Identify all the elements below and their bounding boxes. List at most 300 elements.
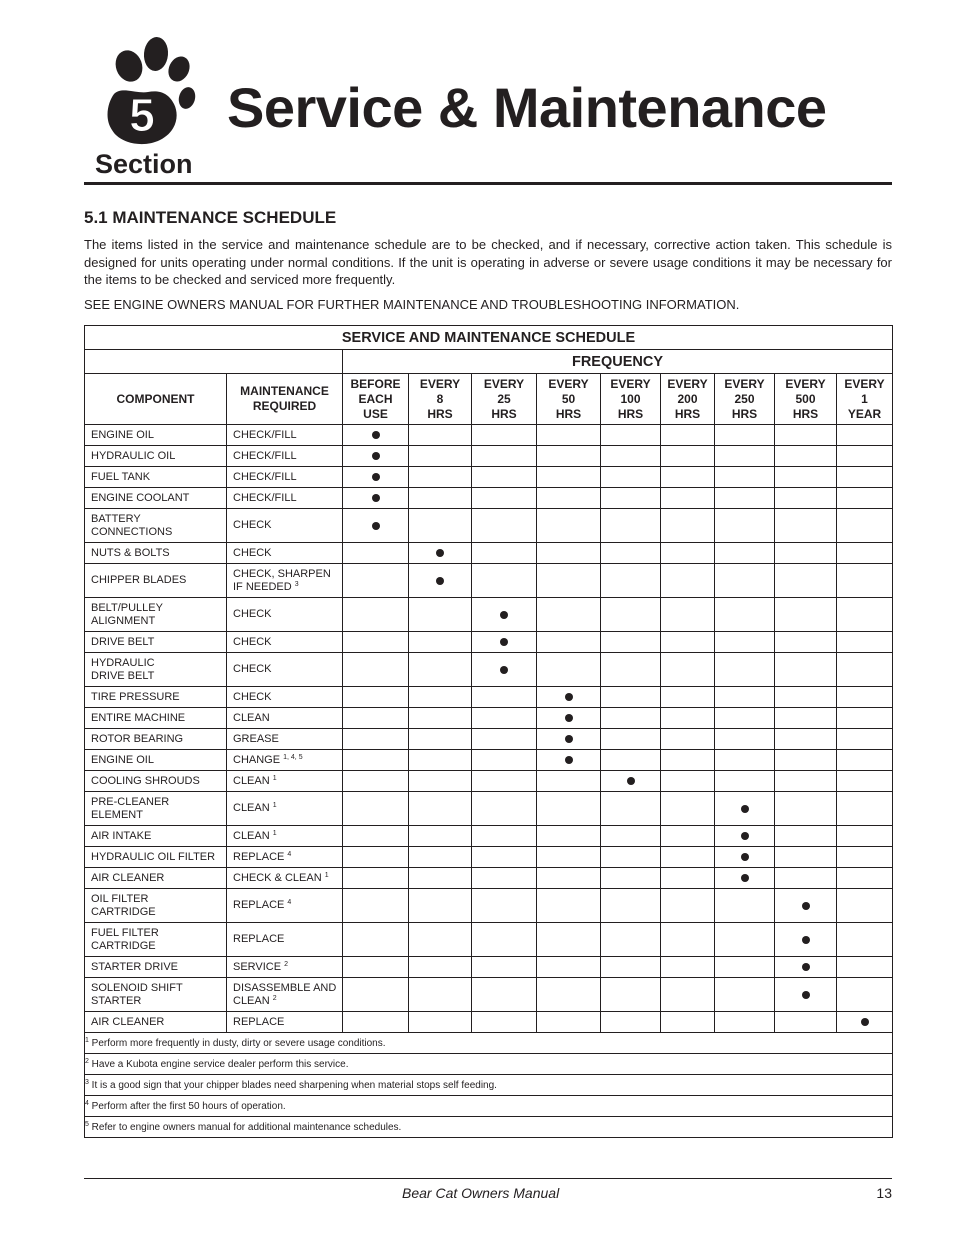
frequency-cell (837, 978, 893, 1012)
table-row (85, 750, 893, 771)
header-divider (84, 182, 892, 185)
frequency-cell (775, 826, 837, 847)
footnote-body: Refer to engine owners manual for additional maintenance schedules. (88, 1121, 402, 1133)
frequency-cell (775, 889, 837, 923)
frequency-cell (409, 467, 472, 488)
frequency-cell (775, 488, 837, 509)
frequency-cell (775, 1012, 837, 1033)
frequency-column-header (409, 374, 472, 425)
frequency-cell (537, 957, 601, 978)
frequency-column-header (472, 374, 537, 425)
text-line: ALIGNMENT (91, 614, 156, 627)
frequency-cell (837, 543, 893, 564)
maintenance-cell (227, 868, 343, 889)
text-line: EVERY (844, 376, 885, 391)
frequency-cell (601, 889, 661, 923)
frequency-cell (343, 488, 409, 509)
frequency-cell (343, 847, 409, 868)
text-line: CONNECTIONS (91, 525, 173, 538)
table-row (85, 868, 893, 889)
text-line: NUTS & BOLTS (91, 546, 170, 559)
frequency-cell (775, 653, 837, 687)
text-line: HRS (555, 406, 582, 421)
frequency-cell (409, 1012, 472, 1033)
text-line: DISASSEMBLE AND (233, 981, 337, 994)
section-label: Section (95, 149, 193, 179)
frequency-cell (537, 750, 601, 771)
frequency-cell (601, 598, 661, 632)
maintenance-cell (227, 708, 343, 729)
frequency-cell (775, 687, 837, 708)
section-number: 5 (129, 89, 155, 141)
frequency-cell (343, 509, 409, 543)
frequency-cell (775, 467, 837, 488)
frequency-cell (343, 467, 409, 488)
text-line: EVERY (610, 376, 651, 391)
frequency-cell (472, 923, 537, 957)
footnote-text (85, 1033, 893, 1054)
frequency-cell (601, 729, 661, 750)
frequency-cell (661, 543, 715, 564)
intro-paragraph: The items listed in the service and maintenance schedule are to be checked, and if necessary, corrective action taken. This schedule is designed for units operating under normal conditions. If the unit is operating in adverse or severe usage conditions it may be necessary for the items to be checked and serviced more frequently. (84, 237, 892, 287)
frequency-cell (343, 826, 409, 847)
frequency-cell (601, 771, 661, 792)
text-line: SERVICE (233, 960, 282, 973)
schedule-dot-icon (372, 473, 380, 481)
footnote-mark: 3 (85, 1078, 89, 1086)
component-cell (85, 978, 227, 1012)
frequency-cell (537, 847, 601, 868)
frequency-column-header (775, 374, 837, 425)
footnote-row (85, 1075, 893, 1096)
frequency-cell (837, 750, 893, 771)
component-cell (85, 923, 227, 957)
schedule-dot-icon (741, 832, 749, 840)
text-line: CHIPPER BLADES (91, 574, 187, 586)
schedule-dot-icon (500, 611, 508, 619)
text-line: CLEAN (233, 994, 270, 1007)
schedule-dot-icon (565, 714, 573, 722)
frequency-cell (409, 923, 472, 957)
frequency-cell (661, 826, 715, 847)
text-line: ENGINE COOLANT (91, 491, 190, 504)
frequency-cell (537, 543, 601, 564)
schedule-dot-icon (565, 756, 573, 764)
frequency-cell (837, 687, 893, 708)
frequency-cell (661, 792, 715, 826)
text-line: CHECK (233, 519, 272, 531)
schedule-dot-icon (565, 693, 573, 701)
frequency-cell (601, 467, 661, 488)
frequency-cell (537, 488, 601, 509)
frequency-cell (343, 598, 409, 632)
frequency-cell (715, 750, 775, 771)
frequency-cell (601, 826, 661, 847)
footnote-mark: 4 (85, 1099, 89, 1107)
frequency-cell (472, 792, 537, 826)
text-line: EACH (358, 391, 393, 406)
maintenance-cell (227, 653, 343, 687)
text-line: CLEAN (233, 774, 270, 787)
frequency-cell (601, 543, 661, 564)
table-row (85, 957, 893, 978)
frequency-cell (343, 687, 409, 708)
table-row (85, 446, 893, 467)
text-line: REPLACE (233, 850, 285, 863)
text-line: HYDRAULIC OIL FILTER (91, 850, 216, 863)
frequency-cell (537, 564, 601, 598)
schedule-dot-icon (802, 936, 810, 944)
frequency-cell (537, 708, 601, 729)
frequency-cell (537, 729, 601, 750)
component-cell (85, 889, 227, 923)
footnote-ref: 1 (324, 871, 329, 879)
table-row (85, 653, 893, 687)
footnote-ref: 2 (272, 994, 277, 1002)
footnote-text (85, 1054, 893, 1075)
frequency-cell (601, 923, 661, 957)
text-line: 250 (734, 391, 755, 406)
footnote-row (85, 1033, 893, 1054)
footnote-text (85, 1117, 893, 1138)
text-line: CHECK (233, 608, 272, 620)
frequency-cell (661, 957, 715, 978)
text-line: CARTRIDGE (91, 939, 156, 952)
schedule-dot-icon (436, 577, 444, 585)
frequency-cell (601, 708, 661, 729)
frequency-cell (601, 653, 661, 687)
text-line: HRS (491, 406, 517, 421)
text-line: AIR CLEANER (91, 1015, 165, 1028)
text-line: GREASE (233, 732, 279, 745)
frequency-cell (837, 488, 893, 509)
frequency-cell (343, 1012, 409, 1033)
table-row (85, 978, 893, 1012)
schedule-dot-icon (741, 805, 749, 813)
page-title: Service & Maintenance (227, 76, 827, 139)
footnote-ref: 1 (272, 829, 277, 837)
frequency-cell (775, 923, 837, 957)
frequency-cell (537, 467, 601, 488)
frequency-cell (409, 564, 472, 598)
footnote-row (85, 1117, 893, 1138)
frequency-cell (601, 957, 661, 978)
maintenance-schedule-table (84, 325, 893, 1138)
frequency-cell (472, 598, 537, 632)
frequency-cell (472, 889, 537, 923)
schedule-dot-icon (500, 666, 508, 674)
frequency-cell (837, 425, 893, 446)
frequency-cell (661, 978, 715, 1012)
frequency-column-header (661, 374, 715, 425)
footnote-ref: 1 (272, 774, 277, 782)
maintenance-cell (227, 543, 343, 564)
frequency-column-header (601, 374, 661, 425)
table-row (85, 687, 893, 708)
text-line: REQUIRED (252, 399, 317, 413)
frequency-cell (837, 889, 893, 923)
maintenance-cell (227, 923, 343, 957)
footnote-text (85, 1096, 893, 1117)
frequency-cell (409, 446, 472, 467)
frequency-cell (409, 632, 472, 653)
frequency-cell (601, 1012, 661, 1033)
frequency-cell (775, 792, 837, 826)
blank-header-cell (85, 350, 343, 374)
frequency-cell (837, 1012, 893, 1033)
frequency-cell (775, 425, 837, 446)
frequency-cell (537, 826, 601, 847)
component-cell (85, 598, 227, 632)
frequency-cell (837, 957, 893, 978)
frequency-cell (661, 425, 715, 446)
frequency-cell (409, 425, 472, 446)
frequency-cell (537, 792, 601, 826)
table-row (85, 729, 893, 750)
frequency-cell (601, 868, 661, 889)
frequency-cell (343, 708, 409, 729)
frequency-cell (661, 750, 715, 771)
engine-manual-note: SEE ENGINE OWNERS MANUAL FOR FURTHER MAINTENANCE AND TROUBLESHOOTING INFORMATION. (84, 297, 740, 312)
frequency-cell (409, 543, 472, 564)
text-line: 25 (497, 391, 511, 406)
maintenance-cell (227, 957, 343, 978)
component-cell (85, 1012, 227, 1033)
frequency-cell (409, 771, 472, 792)
frequency-cell (715, 632, 775, 653)
frequency-cell (775, 543, 837, 564)
text-line: CHECK/FILL (233, 449, 297, 462)
frequency-cell (472, 564, 537, 598)
component-cell (85, 708, 227, 729)
component-cell (85, 632, 227, 653)
footnote-ref: 3 (294, 580, 299, 588)
text-line: 500 (795, 391, 816, 406)
maintenance-cell (227, 687, 343, 708)
schedule-dot-icon (741, 853, 749, 861)
frequency-cell (661, 868, 715, 889)
frequency-cell (537, 653, 601, 687)
frequency-cell (472, 729, 537, 750)
frequency-cell (715, 598, 775, 632)
frequency-cell (715, 509, 775, 543)
text-line: CHECK (233, 663, 272, 675)
footnote-ref: 4 (287, 899, 292, 906)
maintenance-cell (227, 978, 343, 1012)
text-line: ENGINE OIL (91, 753, 154, 766)
frequency-cell (837, 446, 893, 467)
footnote-row (85, 1096, 893, 1117)
maintenance-cell (227, 792, 343, 826)
frequency-cell (837, 847, 893, 868)
frequency-cell (715, 957, 775, 978)
frequency-cell (715, 792, 775, 826)
maintenance-column-header (227, 374, 343, 425)
text-line: CHECK (233, 635, 272, 648)
frequency-cell (661, 923, 715, 957)
component-cell (85, 792, 227, 826)
table-row (85, 425, 893, 446)
frequency-cell (472, 708, 537, 729)
frequency-cell (343, 425, 409, 446)
text-line: IF NEEDED (233, 580, 292, 593)
text-line: CHECK/FILL (233, 470, 297, 483)
frequency-cell (601, 978, 661, 1012)
text-line: TIRE PRESSURE (91, 690, 180, 703)
frequency-cell (661, 467, 715, 488)
footnote-body: It is a good sign that your chipper blades need sharpening when material stops self feeding. (88, 1079, 497, 1091)
frequency-cell (472, 543, 537, 564)
frequency-cell (472, 425, 537, 446)
frequency-cell (472, 771, 537, 792)
frequency-cell (409, 889, 472, 923)
text-line: DRIVE BELT (91, 635, 155, 648)
text-line: EVERY (667, 376, 708, 391)
frequency-cell (409, 847, 472, 868)
frequency-cell (715, 868, 775, 889)
frequency-cell (343, 750, 409, 771)
table-row (85, 889, 893, 923)
frequency-cell (715, 446, 775, 467)
component-cell (85, 771, 227, 792)
footnote-mark: 2 (85, 1057, 89, 1065)
frequency-cell (601, 847, 661, 868)
frequency-cell (715, 564, 775, 598)
frequency-cell (661, 729, 715, 750)
maintenance-cell (227, 771, 343, 792)
component-column-header: COMPONENT (85, 374, 227, 425)
frequency-cell (472, 750, 537, 771)
text-line: CHECK, SHARPEN (233, 567, 331, 580)
frequency-cell (343, 729, 409, 750)
text-line: AIR INTAKE (91, 829, 152, 842)
frequency-cell (537, 771, 601, 792)
frequency-cell (661, 847, 715, 868)
text-line: USE (363, 406, 388, 421)
schedule-dot-icon (565, 735, 573, 743)
frequency-cell (715, 653, 775, 687)
frequency-cell (837, 509, 893, 543)
text-line: CLEAN (233, 802, 270, 814)
frequency-cell (775, 729, 837, 750)
text-line: REPLACE (233, 1015, 285, 1028)
component-cell (85, 826, 227, 847)
text-line: STARTER (91, 994, 142, 1007)
frequency-cell (775, 598, 837, 632)
frequency-cell (472, 868, 537, 889)
frequency-cell (837, 467, 893, 488)
maintenance-cell (227, 889, 343, 923)
text-line: EVERY (419, 376, 461, 391)
page-number: 13 (876, 1185, 892, 1201)
frequency-cell (343, 792, 409, 826)
text-line: COOLING SHROUDS (91, 774, 200, 787)
table-row (85, 564, 893, 598)
frequency-cell (775, 509, 837, 543)
frequency-cell (715, 467, 775, 488)
schedule-dot-icon (500, 638, 508, 646)
frequency-cell (775, 868, 837, 889)
frequency-cell (661, 653, 715, 687)
text-line: EVERY (785, 376, 826, 391)
frequency-cell (601, 488, 661, 509)
frequency-cell (775, 446, 837, 467)
footnote-body: Perform more frequently in dusty, dirty or severe usage conditions. (88, 1037, 386, 1049)
text-line: PRE-CLEANER (91, 795, 170, 808)
frequency-cell (837, 598, 893, 632)
maintenance-cell (227, 488, 343, 509)
frequency-cell (472, 509, 537, 543)
frequency-column-header (715, 374, 775, 425)
frequency-cell (537, 509, 601, 543)
frequency-cell (601, 750, 661, 771)
frequency-cell (472, 1012, 537, 1033)
text-line: CHANGE (233, 753, 281, 766)
frequency-cell (537, 687, 601, 708)
frequency-cell (661, 889, 715, 923)
frequency-cell (343, 564, 409, 598)
frequency-cell (537, 868, 601, 889)
frequency-cell (343, 978, 409, 1012)
frequency-cell (715, 425, 775, 446)
text-line: YEAR (847, 406, 882, 421)
frequency-cell (537, 598, 601, 632)
footnote-text (85, 1075, 893, 1096)
frequency-cell (537, 889, 601, 923)
frequency-cell (409, 792, 472, 826)
text-line: CARTRIDGE (91, 905, 156, 918)
frequency-cell (837, 771, 893, 792)
table-row (85, 632, 893, 653)
text-line: HYDRAULIC (91, 656, 155, 669)
maintenance-cell (227, 425, 343, 446)
maintenance-cell (227, 632, 343, 653)
frequency-cell (537, 446, 601, 467)
schedule-dot-icon (372, 522, 380, 530)
frequency-cell (409, 957, 472, 978)
component-cell (85, 488, 227, 509)
frequency-cell (715, 847, 775, 868)
frequency-cell (601, 792, 661, 826)
frequency-cell (661, 564, 715, 598)
frequency-cell (715, 488, 775, 509)
frequency-cell (409, 708, 472, 729)
text-line: CHECK & CLEAN (233, 871, 322, 884)
frequency-cell (837, 923, 893, 957)
frequency-cell (409, 750, 472, 771)
text-line: REPLACE (233, 933, 285, 945)
frequency-cell (837, 729, 893, 750)
footnote-ref: 2 (284, 960, 289, 968)
text-line: FUEL TANK (91, 470, 151, 483)
frequency-cell (661, 771, 715, 792)
schedule-dot-icon (627, 777, 635, 785)
table-title: SERVICE AND MAINTENANCE SCHEDULE (85, 326, 893, 350)
table-row (85, 488, 893, 509)
frequency-cell (775, 978, 837, 1012)
frequency-cell (661, 598, 715, 632)
maintenance-cell (227, 1012, 343, 1033)
frequency-cell (343, 653, 409, 687)
text-line: FUEL FILTER (91, 926, 159, 939)
table-row (85, 923, 893, 957)
schedule-dot-icon (436, 549, 444, 557)
frequency-cell (837, 708, 893, 729)
text-line: CLEAN (233, 711, 270, 724)
schedule-dot-icon (802, 902, 810, 910)
frequency-cell (715, 687, 775, 708)
text-line: BATTERY (91, 512, 141, 525)
